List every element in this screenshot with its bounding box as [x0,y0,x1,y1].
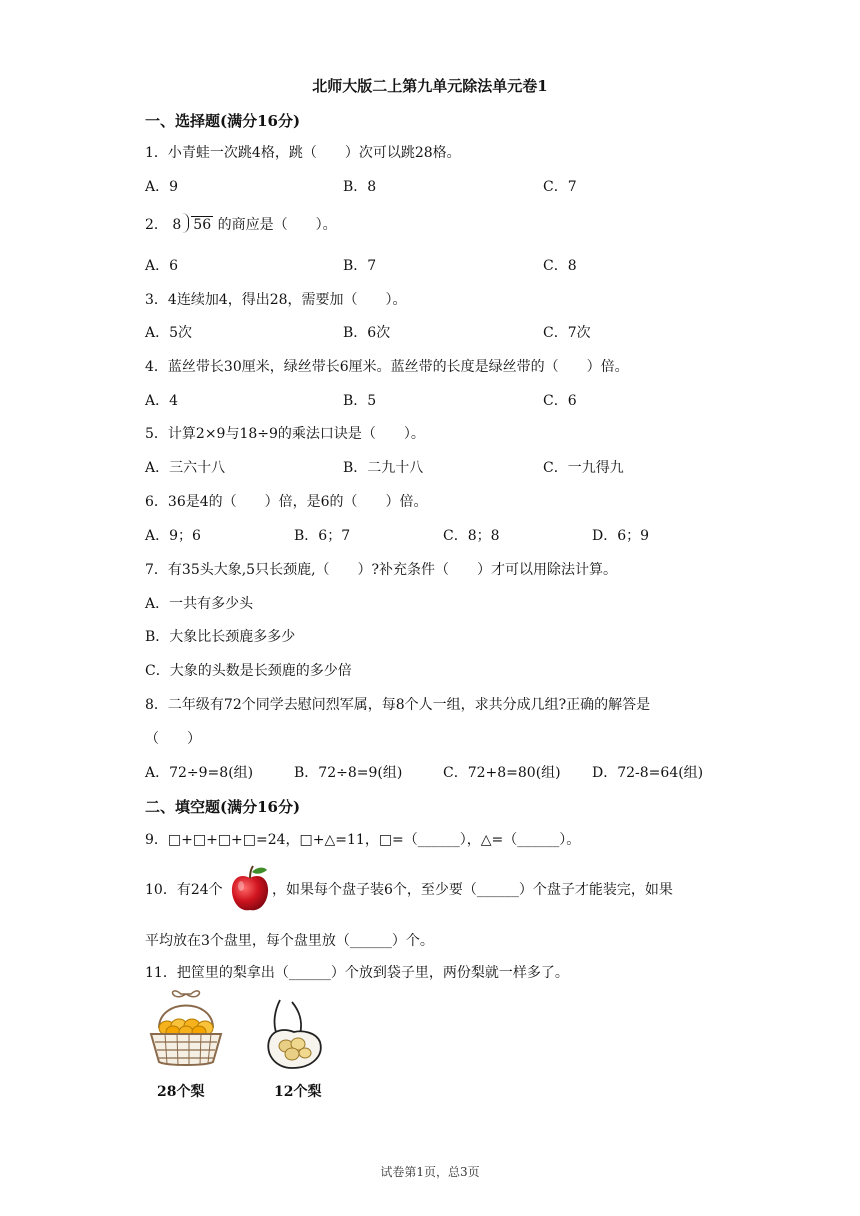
q2-number: 2． [145,217,168,233]
q2-option-b: B．7 [343,258,377,274]
q8-option-b: B．72÷8=9(组) [294,765,403,781]
question-10-line2: 平均放在3个盘里，每个盘里放（______）个。 [145,933,434,949]
page-title: 北师大版二上第九单元除法单元卷1 [312,77,548,95]
question-7: 7．有35头大象,5只长颈鹿,（ ）?补充条件（ ）才可以用除法计算。 [145,562,618,578]
question-10-part1: 10．有24个 [145,882,223,898]
page-footer: 试卷第1页，总3页 [380,1165,480,1179]
q8-option-d: D．72-8=64(组) [592,765,704,781]
q6-option-b: B．6；7 [294,528,351,544]
q3-option-c: C．7次 [543,325,591,341]
long-division [172,213,213,233]
q2-option-c: C．8 [543,258,577,274]
q1-option-c: C．7 [543,179,577,195]
question-11: 11．把筐里的梨拿出（______）个放到袋子里，两份梨就一样多了。 [145,965,569,981]
q6-option-d: D．6；9 [592,528,650,544]
question-2 [145,213,337,234]
division-bracket-icon [182,213,189,233]
question-8: 8．二年级有72个同学去慰问烈军属，每8个人一组，求共分成几组?正确的解答是 [145,697,651,713]
question-3: 3．4连续加4，得出28，需要加（ ）。 [145,292,407,308]
question-5: 5．计算2×9与18÷9的乘法口诀是（ ）。 [145,426,425,442]
q4-option-b: B．5 [343,393,377,409]
divisor: 8 [172,217,182,233]
question-6: 6．36是4的（ ）倍，是6的（ ）倍。 [145,494,428,510]
q1-option-a: A．9 [145,179,179,195]
q2-option-a: A．6 [145,258,179,274]
q8-answer-blank: （ ） [145,731,201,747]
q8-option-c: C．72+8=80(组) [443,765,561,781]
q4-option-a: A．4 [145,393,179,409]
pear-basket-icon [145,988,227,1072]
q3-option-a: A．5次 [145,325,193,341]
q7-option-c: C．大象的头数是长颈鹿的多少倍 [145,663,352,679]
question-10-part2: ，如果每个盘子装6个，至少要（______）个盘子才能装完，如果 [272,882,673,898]
question-9: 9．□+□+□+□=24，□+△=11，□=（______），△=（______）。 [145,832,581,848]
q5-option-a: A．三六十八 [145,460,226,476]
section-fill-heading: 二、填空题(满分16分) [145,798,301,816]
bag-label: 12个梨 [274,1084,322,1100]
q5-option-b: B．二九十八 [343,460,424,476]
q1-option-b: B．8 [343,179,377,195]
question-1: 1．小青蛙一次跳4格，跳（ ）次可以跳28格。 [145,145,461,161]
question-4: 4．蓝丝带长30厘米，绿丝带长6厘米。蓝丝带的长度是绿丝带的（ ）倍。 [145,359,629,375]
section-choice-heading: 一、选择题(满分16分) [145,112,301,130]
q2-text: 的商应是（ ）。 [217,217,337,233]
pear-bag-icon [262,996,328,1076]
q7-option-b: B．大象比长颈鹿多多少 [145,629,296,645]
q5-option-c: C．一九得九 [543,460,624,476]
q7-option-a: A．一共有多少头 [145,596,254,612]
q6-option-c: C．8；8 [443,528,500,544]
apple-icon [229,864,271,918]
q4-option-c: C．6 [543,393,577,409]
q6-option-a: A．9；6 [145,528,201,544]
dividend: 56 [193,217,212,233]
q3-option-b: B．6次 [343,325,391,341]
q8-option-a: A．72÷9=8(组) [145,765,254,781]
basket-label: 28个梨 [157,1084,205,1100]
